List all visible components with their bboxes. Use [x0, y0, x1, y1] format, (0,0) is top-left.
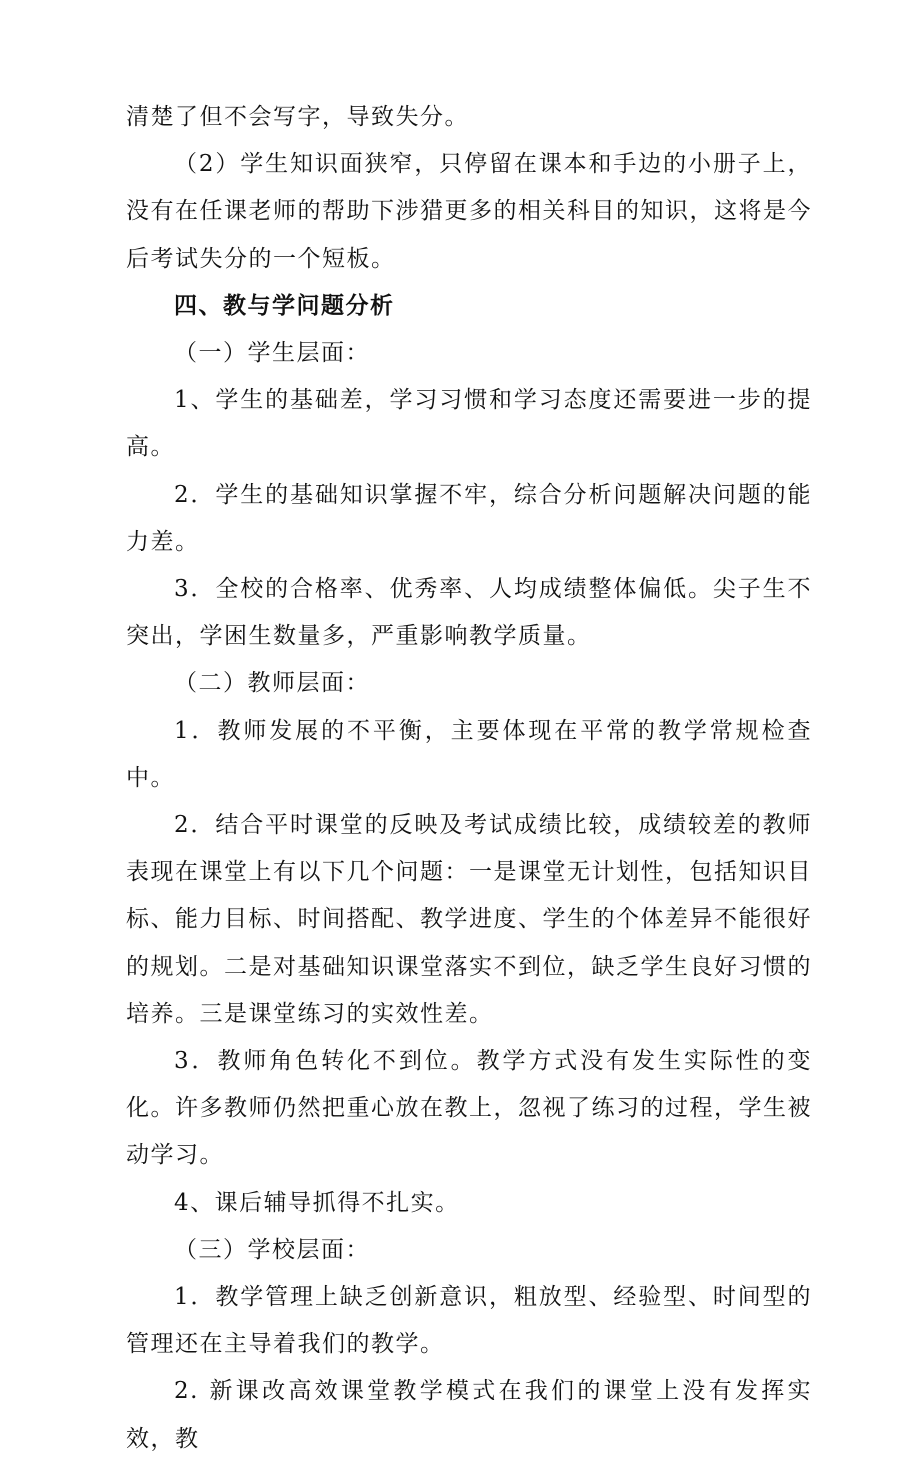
paragraph-school-1: 1．教学管理上缺乏创新意识，粗放型、经验型、时间型的管理还在主导着我们的教学。: [126, 1284, 812, 1358]
paragraph-student-3: 3．全校的合格率、优秀率、人均成绩整体偏低。尖子生不突出，学困生数量多，严重影响教学质量。: [126, 576, 812, 650]
paragraph-teacher-3: 3．教师角色转化不到位。教学方式没有发生实际性的变化。许多教师仍然把重心放在教上，忽视了练习的过程，学生被动学习。: [126, 1048, 812, 1169]
paragraph-teacher-2: 2．结合平时课堂的反映及考试成绩比较，成绩较差的教师表现在课堂上有以下几个问题：一是课堂无计划性，包括知识目标、能力目标、时间搭配、教学进度、学生的个体差异不能很好的规划。二是对基础知识课堂落实不到位，缺乏学生良好习惯的培养。三是课堂练习的实效性差。: [126, 812, 812, 1027]
paragraph-student-2: 2．学生的基础知识掌握不牢，综合分析问题解决问题的能力差。: [126, 481, 812, 555]
paragraph-teacher-1: 1．教师发展的不平衡，主要体现在平常的教学常规检查中。: [126, 717, 812, 791]
subheading-teacher-level: （二）教师层面：: [174, 670, 370, 697]
document-body: [126, 94, 812, 1463]
paragraph-teacher-4: 4、课后辅导抓得不扎实。: [174, 1189, 460, 1216]
paragraph-knowledge-narrow: （2）学生知识面狭窄，只停留在课本和手边的小册子上，没有在任课老师的帮助下涉猎更多的相关科目的知识，这将是今后考试失分的一个短板。: [126, 151, 812, 272]
subheading-school-level: （三）学校层面：: [174, 1236, 370, 1263]
paragraph-student-1: 1、学生的基础差，学习习惯和学习态度还需要进一步的提高。: [126, 387, 812, 461]
subheading-student-level: （一）学生层面：: [174, 340, 370, 367]
paragraph-school-2: 2. 新课改高效课堂教学模式在我们的课堂上没有发挥实效，教: [126, 1378, 812, 1452]
section-heading-analysis: 四、教与学问题分析: [174, 292, 395, 319]
paragraph-continuation: 清楚了但不会写字，导致失分。: [126, 104, 469, 130]
